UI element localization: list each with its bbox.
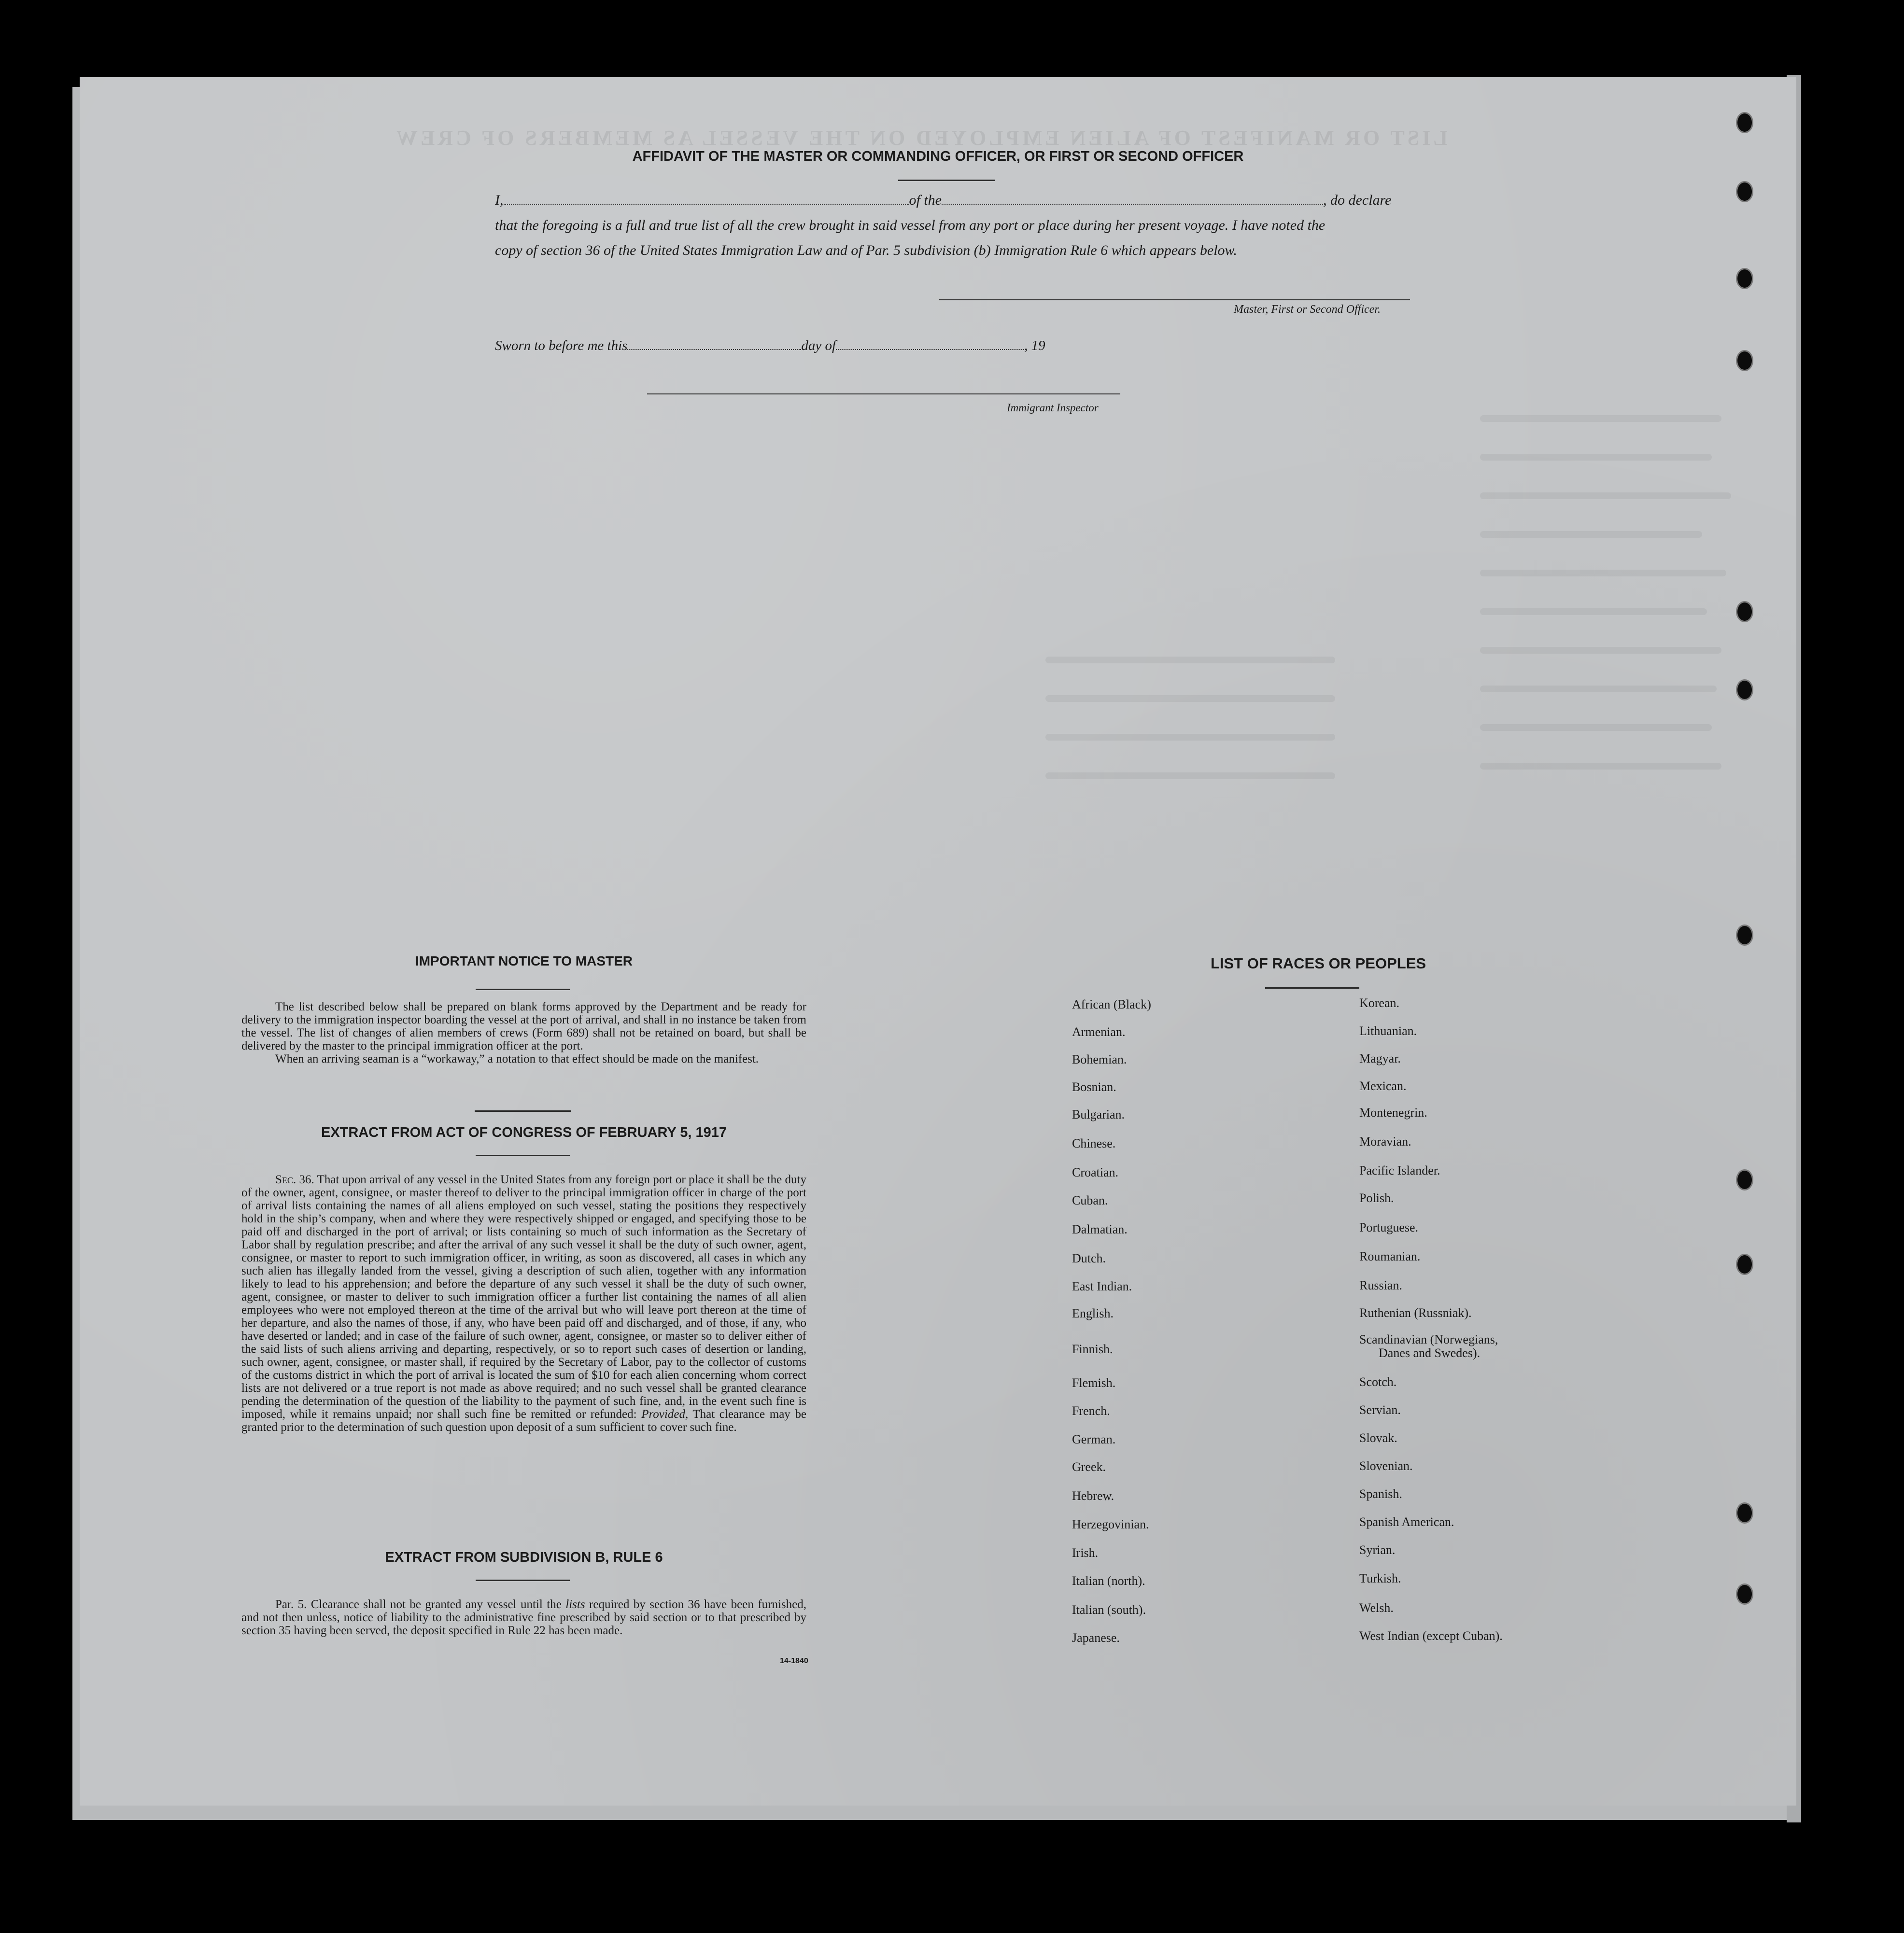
binder-hole bbox=[1736, 112, 1753, 133]
race-item: Italian (north). bbox=[1072, 1574, 1145, 1588]
race-item: Magyar. bbox=[1359, 1051, 1401, 1065]
race-item: Moravian. bbox=[1359, 1135, 1411, 1149]
race-item: Irish. bbox=[1072, 1546, 1099, 1560]
bleed-through-row bbox=[1480, 608, 1707, 615]
race-item: Spanish. bbox=[1359, 1487, 1402, 1501]
binder-hole bbox=[1736, 268, 1753, 289]
race-item: Welsh. bbox=[1359, 1601, 1394, 1615]
master-signature-line[interactable] bbox=[939, 299, 1410, 300]
race-item: Servian. bbox=[1359, 1403, 1401, 1417]
sworn-day-of-label: day of bbox=[801, 338, 836, 353]
inspector-caption: Immigrant Inspector bbox=[1007, 402, 1099, 414]
race-item: African (Black) bbox=[1072, 997, 1151, 1011]
bleed-through-row bbox=[1480, 647, 1721, 654]
notice-title: IMPORTANT NOTICE TO MASTER bbox=[415, 953, 633, 968]
race-item: Danes and Swedes). bbox=[1379, 1346, 1481, 1360]
lists-word: lists bbox=[565, 1598, 585, 1611]
bleed-through-text: LIST OR MANIFEST OF ALIEN EMPLOYED ON THE VESSEL AS MEMBERS OF CREW bbox=[394, 126, 1448, 150]
bleed-through-row bbox=[1480, 531, 1702, 538]
notice-text-1: The list described below shall be prepared on blank forms approved by the Department and be ready for delivery to the immigration inspector boarding the vessel at the port of arrival, and shall in no instance be taken from the vessel. The list of changes of alien members of crews (Form 689) shall not be retained on board, but shall be delivered by the master to the principal immigration officer at the port. bbox=[241, 1000, 806, 1052]
master-signature-caption: Master, First or Second Officer. bbox=[1234, 303, 1381, 316]
races-title: LIST OF RACES OR PEOPLES bbox=[1210, 955, 1426, 972]
race-item: English. bbox=[1072, 1306, 1114, 1320]
notice-paragraph-1 bbox=[241, 1000, 806, 1052]
binder-hole bbox=[1736, 1169, 1753, 1191]
race-item: Bulgarian. bbox=[1072, 1107, 1125, 1121]
affidavit-line-3: copy of section 36 of the United States Immigration Law and of Par. 5 subdivision (b) Immigration Rule 6 which appears below. bbox=[495, 242, 1237, 258]
race-item: Armenian. bbox=[1072, 1025, 1126, 1039]
binder-hole bbox=[1736, 1583, 1753, 1605]
race-item: Montenegrin. bbox=[1359, 1106, 1427, 1120]
affidavit-line-1 bbox=[495, 192, 1391, 209]
race-item: Pacific Islander. bbox=[1359, 1163, 1440, 1177]
notice-title-rule bbox=[476, 989, 570, 990]
race-item: German. bbox=[1072, 1432, 1116, 1446]
race-item: Bohemian. bbox=[1072, 1052, 1127, 1066]
race-item: West Indian (except Cuban). bbox=[1359, 1629, 1503, 1643]
inspector-signature-line[interactable] bbox=[647, 393, 1120, 394]
sworn-line bbox=[495, 338, 1045, 354]
race-item: Japanese. bbox=[1072, 1631, 1120, 1645]
notice-paragraph-2 bbox=[241, 1052, 806, 1065]
affidavit-title: AFFIDAVIT OF THE MASTER OR COMMANDING OFFICER, OR FIRST OR SECOND OFFICER bbox=[632, 149, 1244, 164]
sworn-year-label: , 19 bbox=[1024, 338, 1045, 353]
race-item: Chinese. bbox=[1072, 1136, 1116, 1150]
binder-hole bbox=[1736, 1254, 1753, 1275]
race-item: Greek. bbox=[1072, 1460, 1106, 1474]
bleed-through-row bbox=[1045, 734, 1335, 741]
race-item: Finnish. bbox=[1072, 1342, 1113, 1356]
race-item: Korean. bbox=[1359, 996, 1400, 1010]
affidavit-declare-label: , do declare bbox=[1323, 192, 1392, 208]
binder-hole bbox=[1736, 924, 1753, 946]
race-item: Cuban. bbox=[1072, 1193, 1108, 1207]
section-36-text-end: That clearance may be granted prior to the determination of such question upon deposit of a sum sufficient to cover such fine. bbox=[241, 1408, 807, 1434]
bleed-through-row bbox=[1480, 492, 1731, 499]
binder-hole bbox=[1736, 350, 1753, 371]
race-item: Syrian. bbox=[1359, 1543, 1396, 1557]
race-item: Mexican. bbox=[1359, 1079, 1407, 1093]
race-item: Slovenian. bbox=[1359, 1459, 1413, 1473]
binder-hole bbox=[1736, 601, 1753, 622]
binder-hole bbox=[1736, 181, 1753, 202]
form-number: 14-1840 bbox=[780, 1657, 808, 1665]
race-item: Flemish. bbox=[1072, 1376, 1116, 1390]
act-extract-title-rule bbox=[476, 1155, 570, 1156]
race-item: Spanish American. bbox=[1359, 1515, 1454, 1529]
race-item: Herzegovinian. bbox=[1072, 1517, 1149, 1531]
race-item: French. bbox=[1072, 1404, 1110, 1418]
bleed-through-row bbox=[1480, 454, 1712, 461]
race-item: Croatian. bbox=[1072, 1165, 1119, 1179]
race-item: Portuguese. bbox=[1359, 1220, 1419, 1234]
race-item: Italian (south). bbox=[1072, 1603, 1146, 1617]
section-36-label: Sec. 36. bbox=[275, 1173, 314, 1186]
rule-extract-title-rule bbox=[476, 1580, 570, 1581]
race-item: Lithuanian. bbox=[1359, 1024, 1417, 1038]
race-item: Dalmatian. bbox=[1072, 1222, 1128, 1236]
bleed-through-row bbox=[1480, 415, 1721, 422]
affidavit-of-the-label: of the bbox=[909, 192, 942, 208]
bleed-through-row bbox=[1480, 724, 1712, 731]
race-item: Turkish. bbox=[1359, 1571, 1401, 1585]
provided-label: Provided, bbox=[641, 1408, 689, 1421]
act-extract-paragraph bbox=[241, 1173, 806, 1434]
sworn-month-field[interactable] bbox=[836, 349, 1024, 350]
race-item: Roumanian. bbox=[1359, 1249, 1421, 1263]
race-item: Ruthenian (Russniak). bbox=[1359, 1306, 1472, 1320]
act-extract-title: EXTRACT FROM ACT OF CONGRESS OF FEBRUARY 5, 1917 bbox=[321, 1125, 727, 1140]
notice-text-2: When an arriving seaman is a “workaway,” a notation to that effect should be made on the manifest. bbox=[275, 1052, 759, 1065]
vessel-name-field[interactable] bbox=[942, 204, 1323, 205]
race-item: Slovak. bbox=[1359, 1431, 1397, 1445]
race-item: Polish. bbox=[1359, 1191, 1394, 1205]
race-item: Hebrew. bbox=[1072, 1489, 1114, 1503]
binder-hole bbox=[1736, 679, 1753, 700]
race-item: Scandinavian (Norwegians, bbox=[1359, 1332, 1498, 1346]
affidavit-line-2: that the foregoing is a full and true list of all the crew brought in said vessel from any port or place during her present voyage. I have noted the bbox=[495, 217, 1326, 233]
bleed-through-row bbox=[1480, 763, 1721, 770]
affidavit-i-label: I, bbox=[495, 192, 504, 208]
bleed-through-row bbox=[1045, 657, 1335, 663]
race-item: Dutch. bbox=[1072, 1251, 1106, 1265]
race-item: Scotch. bbox=[1359, 1375, 1397, 1389]
bleed-through-row bbox=[1480, 686, 1717, 692]
rule-extract-paragraph bbox=[241, 1598, 806, 1637]
sworn-day-field[interactable] bbox=[627, 349, 801, 350]
bleed-through-row bbox=[1480, 570, 1726, 576]
races-title-rule bbox=[1265, 987, 1359, 989]
affidavit-title-rule bbox=[898, 180, 995, 181]
rule-extract-title: EXTRACT FROM SUBDIVISION B, RULE 6 bbox=[385, 1550, 663, 1565]
bleed-through-row bbox=[1045, 695, 1335, 702]
section-36-text: That upon arrival of any vessel in the United States from any foreign port or place it shall be the duty of the owner, agent, consignee, or master thereof to deliver to the principal immigration officer in charge of the port of arrival lists containing the names of all aliens employed on such vessel, stating the positions they respectively hold in the ship’s company, when and where they were respectively shipped or engaged, and specifying those to be paid off and discharged in the port of arrival; or lists containing so much of such information as the Secretary of Labor shall by regulation prescribe; and after the arrival of any such vessel it shall be the duty of such owner, agent, consignee, or master to report to such immigration officer, in writing, as soon as discovered, all cases in which any such alien has illegally landed from the vessel, giving a description of such alien, together with any information likely to lead to his apprehension; and before the departure of any such vessel it shall be the duty of such owner, agent, consignee, or master to deliver to such immigration officer a further list containing the names of all alien employees who were not employed thereon at the time of the arrival but who will leave port thereon at the time of her departure, and also the names of those, if any, who have been paid off and discharged, and of those, if any, who have deserted or landed; and in case of the failure of such owner, agent, consignee, or master so to deliver either of the said lists of such aliens arriving and departing, respectively, or so to report such cases of desertion or landing, such owner, agent, consignee, or master shall, if required by the Secretary of Labor, pay to the collector of customs of the customs district in which the port of arrival is located the sum of $10 for each alien concerning whom correct lists are not delivered or a true report is not made as above required; and no such vessel shall be granted clearance pending the determination of the question of the liability to the payment of such fine, and, in the event such fine is imposed, while it remains unpaid; nor shall such fine be remitted or refunded: bbox=[241, 1173, 806, 1421]
bleed-through-row bbox=[1045, 772, 1335, 779]
race-item: Bosnian. bbox=[1072, 1080, 1116, 1094]
rule-text-b: required by section 36 have been furnished, and not then unless, notice of liability to the administrative fine prescribed by said section or to that prescribed by section 35 having been served, the deposit specified in Rule 22 has been made. bbox=[241, 1598, 806, 1637]
master-name-field[interactable] bbox=[504, 204, 909, 205]
section-divider bbox=[475, 1110, 571, 1112]
binder-hole bbox=[1736, 1502, 1753, 1524]
race-item: Russian. bbox=[1359, 1278, 1402, 1292]
sworn-label: Sworn to before me this bbox=[495, 338, 628, 353]
manifest-page bbox=[80, 77, 1796, 1806]
rule-text-a: Par. 5. Clearance shall not be granted any vessel until the bbox=[275, 1598, 562, 1611]
race-item: East Indian. bbox=[1072, 1279, 1132, 1293]
